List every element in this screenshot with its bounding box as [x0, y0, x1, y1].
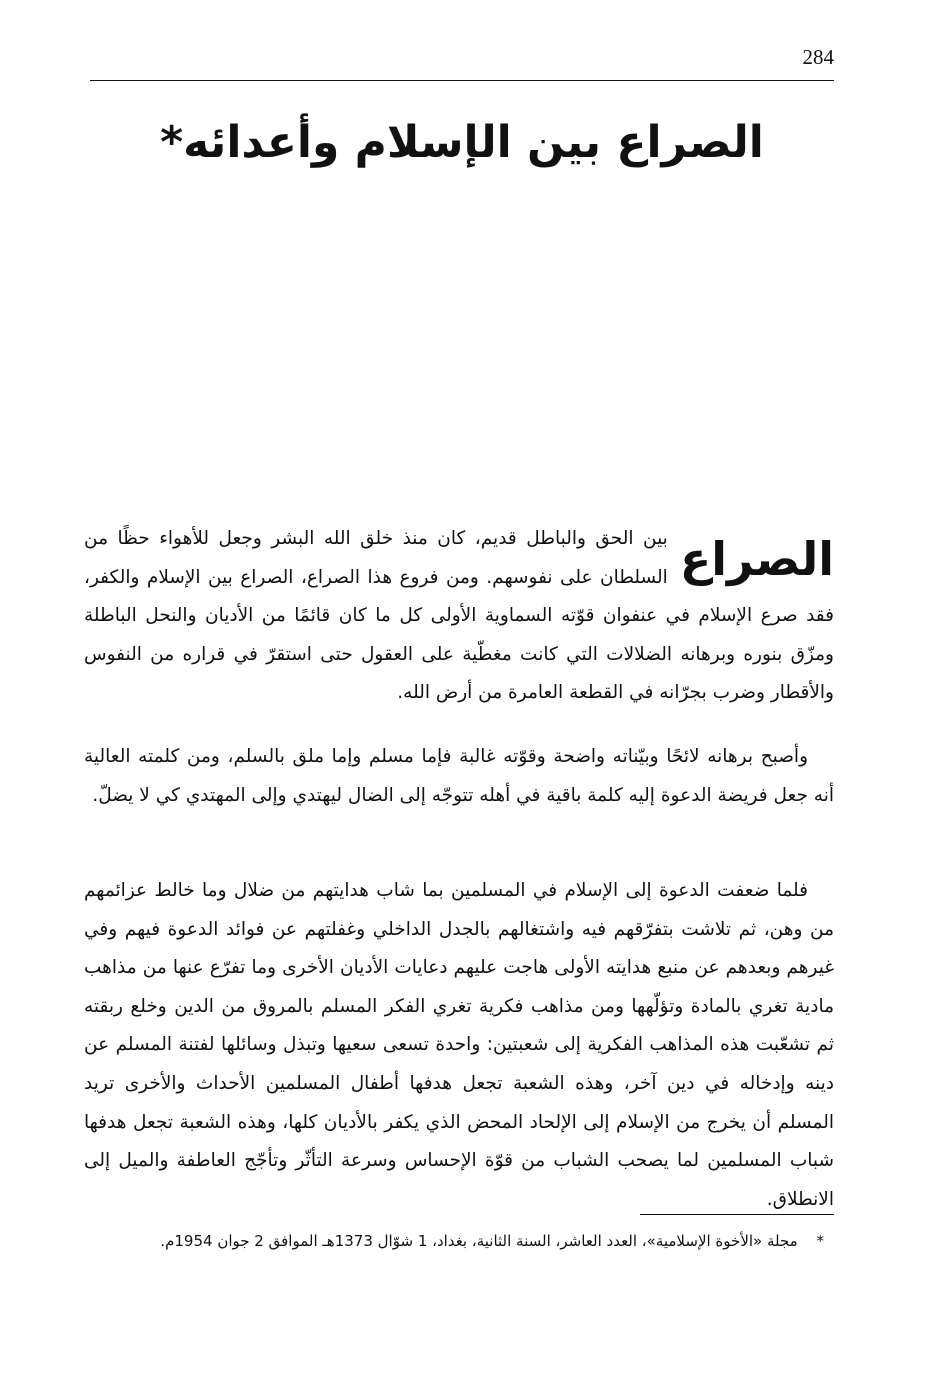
chapter-title: الصراع بين الإسلام وأعدائه*	[160, 117, 764, 168]
footnote-rule	[640, 1214, 834, 1215]
header-rule	[90, 80, 834, 81]
footnote-mark: *	[816, 1232, 824, 1250]
paragraph-2-text: وأصبح برهانه لائحًا وبيّناته واضحة وقوّته غالبة فإما مسلم وإما ملق بالسلم، ومن كلمته العالية أنه جعل فريضة الدعوة إليه كلمة باقية في أهله تتوجّه إلى الضال ليهتدي وإلى المهتدي كي لا يضلّ.	[84, 746, 834, 806]
footnote-text: مجلة «الأخوة الإسلامية»، العدد العاشر، السنة الثانية، بغداد، 1 شوّال 1373هـ الموافق 2 جوان 1954م.	[160, 1232, 798, 1250]
drop-cap-word: الصراع	[679, 532, 834, 586]
page-number: 284	[802, 45, 834, 69]
paragraph-2	[84, 738, 834, 815]
footnote	[84, 1226, 824, 1256]
paragraph-3	[84, 872, 834, 1219]
paragraph-1	[84, 520, 834, 713]
paragraph-1-text: بين الحق والباطل قديم، كان منذ خلق الله البشر وجعل للأهواء حظًا من السلطان على نفوسهم. ومن فروع هذا الصراع، الصراع بين الإسلام والكفر، فقد صرع الإسلام في عنفوان قوّته السماوية الأولى كل ما كان قائمًا من الأديان والنحل الباطلة ومزّق بنوره وبرهانه الضلالات التي كانت مغطّية على العقول حتى استقرّ في قراره من النفوس والأقطار وضرب بجرّانه في القطعة العامرة من أرض الله.	[84, 528, 834, 704]
paragraph-3-text: فلما ضعفت الدعوة إلى الإسلام في المسلمين بما شاب هدايتهم من ضلال وما خالط عزائمهم من وهن، ثم تلاشت بتفرّقهم فيه واشتغالهم بالجدل الداخلي وغفلتهم عن فوائد الدعوة فيهم وفي غيرهم وبعدهم عن منبع هدايته الأولى هاجت عليهم دعايات الأديان الأخرى وما تفرّع عنها من مذاهب مادية تغري بالمادة وتؤلّهها ومن مذاهب فكرية تغري الفكر المسلم بالمروق من الدين وخلع ربقته ثم تشعّبت هذه المذاهب الفكرية إلى شعبتين: واحدة تسعى سعيها وتبذل وسائلها لفتنة المسلم عن دينه وإدخاله في دين آخر، وهذه الشعبة تجعل هدفها أطفال المسلمين الأحداث والأخرى تريد المسلم أن يخرج من الإسلام إلى الإلحاد المحض الذي يكفر بالأديان كلها، وهذه الشعبة تجعل هدفها شباب المسلمين لما يصحب الشباب من قوّة الإحساس وسرعة التأثّر وتأجّج العاطفة والميل إلى الانطلاق.	[84, 880, 834, 1210]
